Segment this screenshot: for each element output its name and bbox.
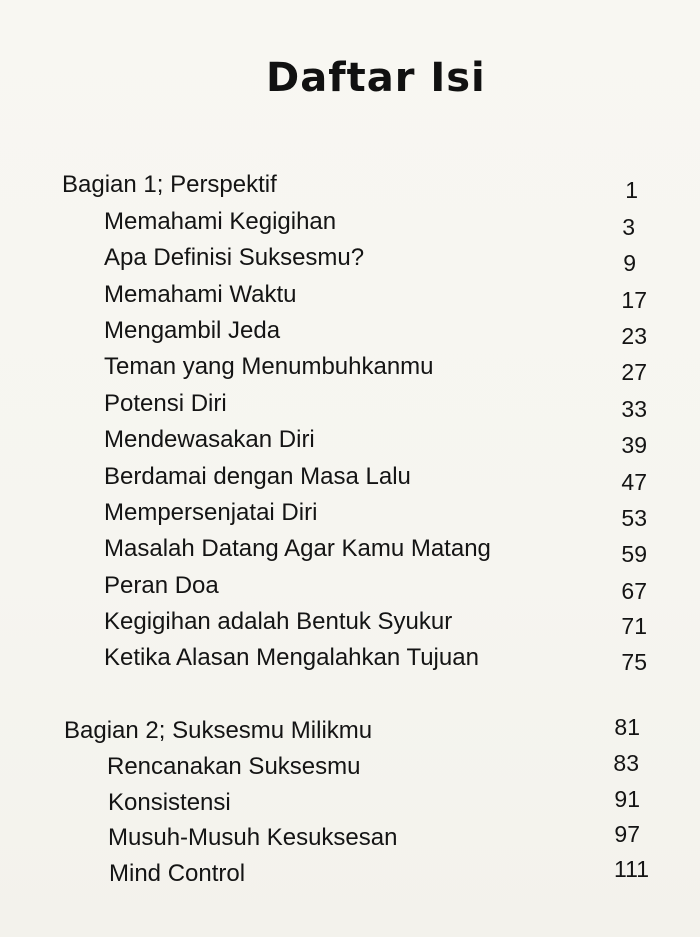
toc-page-number: 81 <box>614 714 640 740</box>
toc-entry-label: Ketika Alasan Mengalahkan Tujuan <box>104 644 479 671</box>
toc-page-number: 47 <box>621 469 647 495</box>
toc-entry-label: Mind Control <box>109 860 246 887</box>
toc-entry <box>0 387 700 421</box>
toc-page-number: 27 <box>621 359 647 385</box>
toc-entry-label: Teman yang Menumbuhkanmu <box>104 353 434 380</box>
toc-entry <box>0 350 700 384</box>
toc-page-number: 67 <box>621 578 647 604</box>
toc-entry-label: Memahami Kegigihan <box>104 208 337 235</box>
toc-page-number: 59 <box>621 541 647 567</box>
toc-entry-label: Peran Doa <box>104 572 219 599</box>
toc-entry-label: Kegigihan adalah Bentuk Syukur <box>104 608 453 635</box>
toc-entry <box>0 605 700 639</box>
toc-page-number: 53 <box>621 505 647 531</box>
toc-entry <box>0 460 700 494</box>
toc-page-number: 91 <box>614 786 640 812</box>
toc-page-number: 83 <box>613 750 639 776</box>
toc-page-number: 9 <box>623 250 636 276</box>
toc-entry <box>0 314 700 348</box>
toc-entry-label: Mendewasakan Diri <box>104 426 315 453</box>
toc-entry-label: Berdamai dengan Masa Lalu <box>104 463 411 490</box>
toc-entry <box>0 641 700 675</box>
toc-heading-label: Bagian 2; Suksesmu Milikmu <box>64 717 373 744</box>
toc-entry <box>0 857 700 891</box>
toc-page-number: 71 <box>621 613 647 639</box>
toc-page-number: 17 <box>621 287 647 313</box>
toc-page-number: 3 <box>622 214 635 240</box>
toc-heading-label: Bagian 1; Perspektif <box>62 171 277 198</box>
toc-page-number: 1 <box>625 177 638 203</box>
toc-page-number: 39 <box>621 432 647 458</box>
toc-section-heading <box>0 168 700 202</box>
toc-entry <box>0 569 700 603</box>
toc-page-number: 75 <box>621 649 647 675</box>
toc-entry-label: Memahami Waktu <box>104 281 297 308</box>
toc-entry-label: Mempersenjatai Diri <box>104 499 318 526</box>
toc-entry-label: Apa Definisi Suksesmu? <box>104 244 365 271</box>
toc-page-number: 23 <box>621 323 647 349</box>
toc-page-number: 111 <box>614 856 649 882</box>
toc-page-number: 33 <box>621 396 647 422</box>
toc-page-number: 97 <box>614 821 640 847</box>
toc-entry <box>0 532 700 566</box>
toc-entry <box>0 278 700 312</box>
toc-entry-label: Konsistensi <box>108 789 231 816</box>
toc-entry <box>0 423 700 457</box>
toc-entry <box>0 496 700 530</box>
toc-entry-label: Musuh-Musuh Kesuksesan <box>108 824 398 851</box>
toc-entry <box>0 786 700 820</box>
toc-entry-label: Rencanakan Suksesmu <box>107 753 361 780</box>
toc-entry-label: Masalah Datang Agar Kamu Matang <box>104 535 491 562</box>
toc-entry <box>0 241 700 275</box>
toc-entry-label: Mengambil Jeda <box>104 317 281 344</box>
toc-entry <box>0 750 700 784</box>
toc-entry <box>0 821 700 855</box>
toc-section-heading <box>0 714 700 748</box>
page-title: Daftar Isi <box>266 55 486 101</box>
toc-entry <box>0 205 700 239</box>
toc-entry-label: Potensi Diri <box>104 390 227 417</box>
